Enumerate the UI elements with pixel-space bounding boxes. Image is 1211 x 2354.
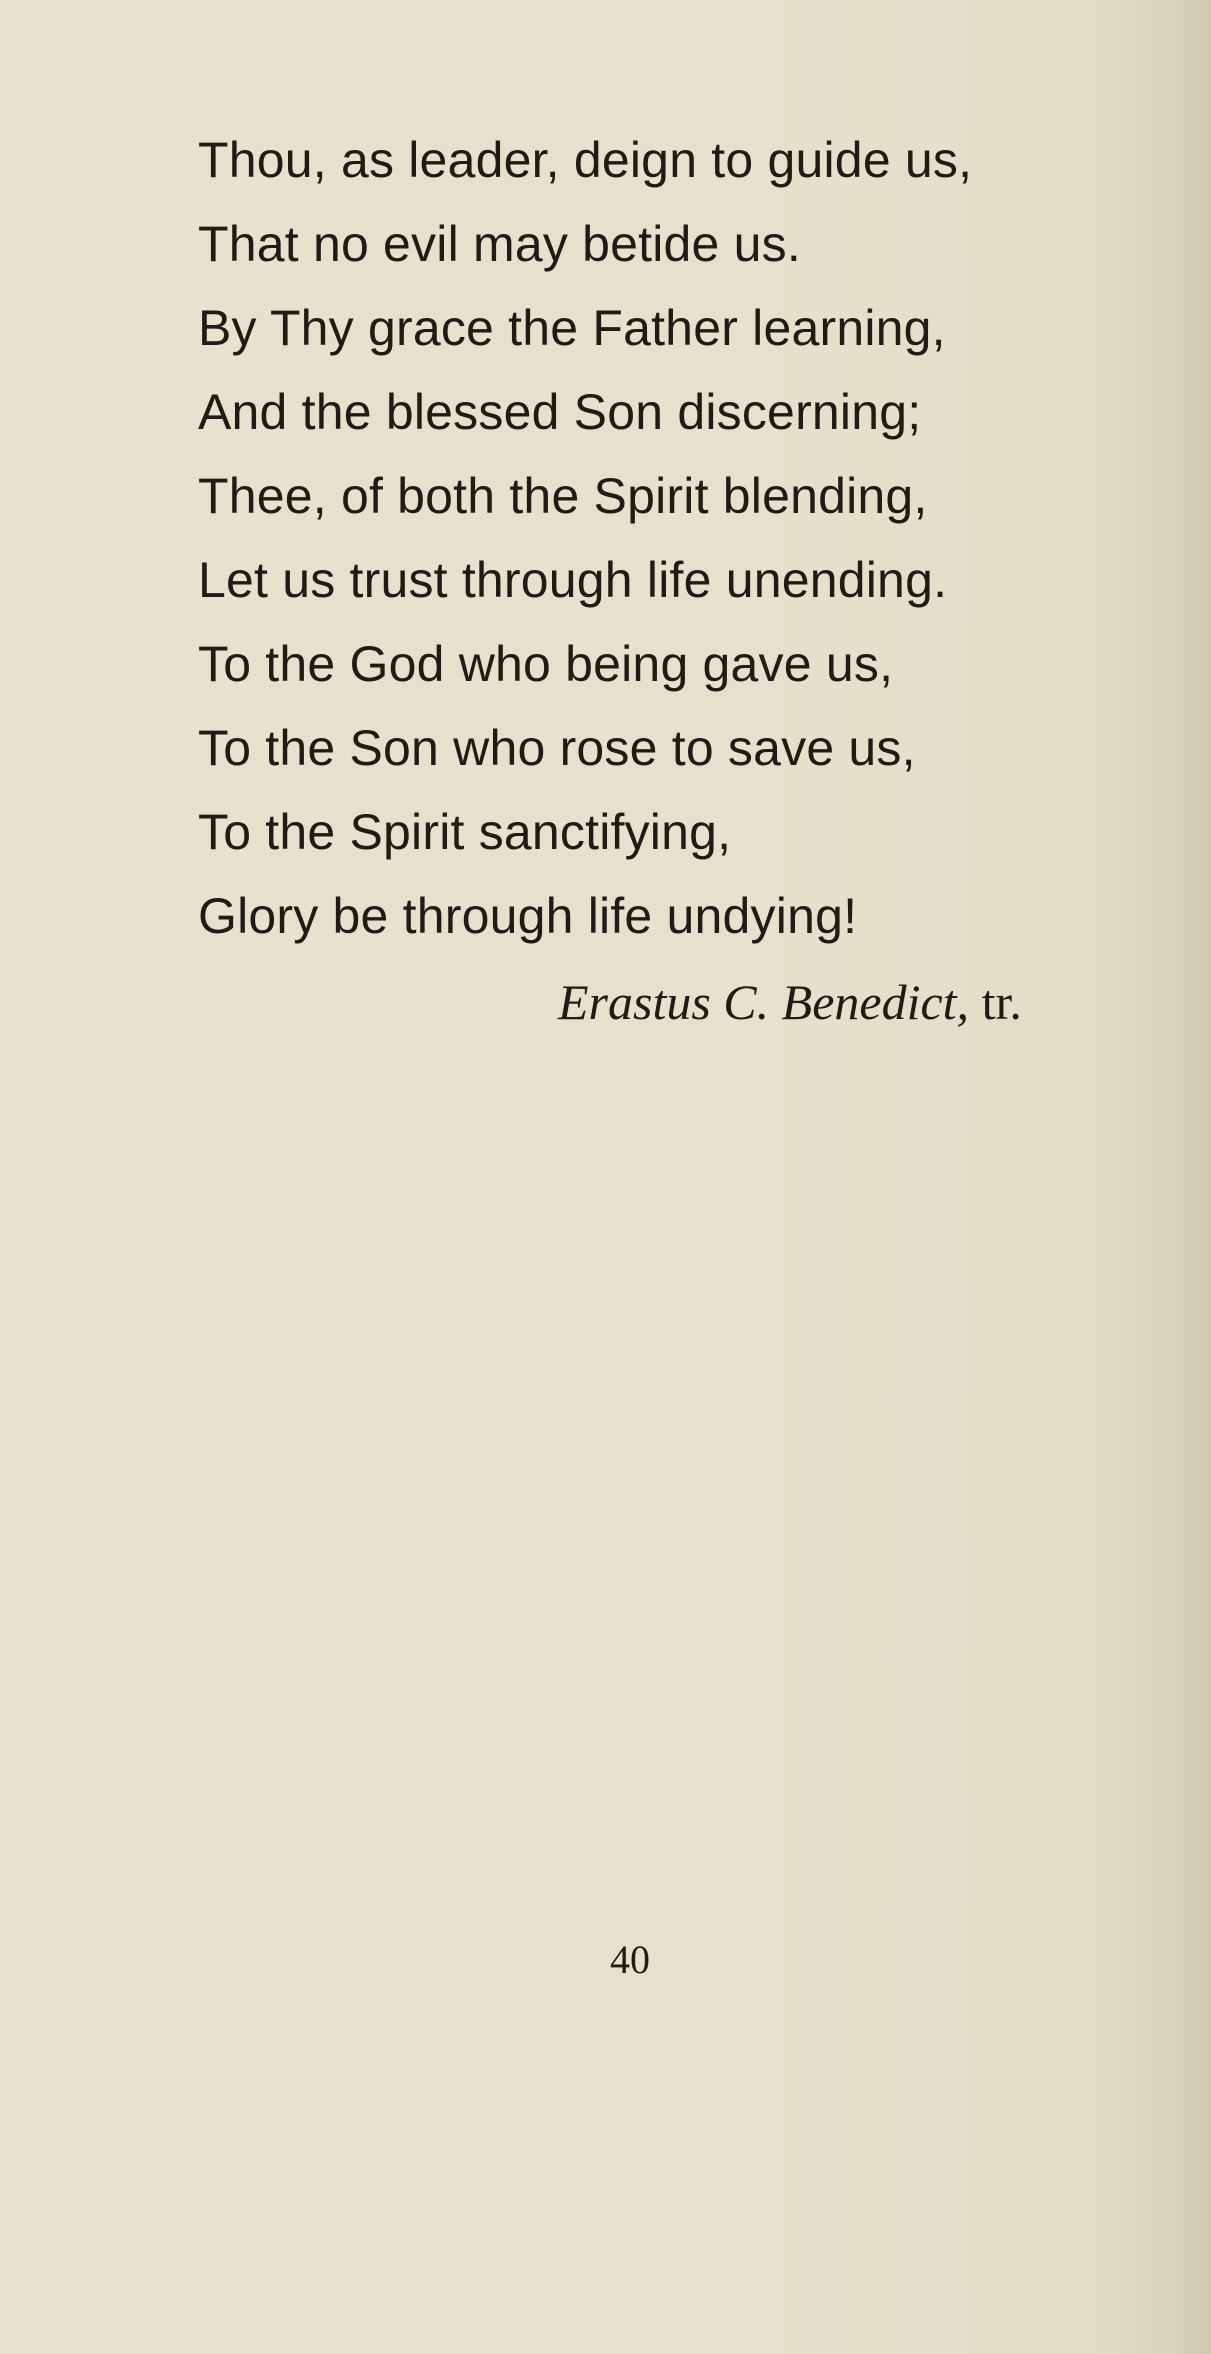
verse-line: Let us trust through life unending. (198, 552, 948, 608)
verse-line: Thee, of both the Spirit blending, (198, 468, 928, 524)
verse-line: To the Son who rose to save us, (198, 720, 916, 776)
translator-attribution (558, 970, 1022, 1034)
verse-line: Thou, as leader, deign to guide us, (198, 132, 973, 188)
verse-line: That no evil may betide us. (198, 216, 801, 272)
verse-line: By Thy grace the Father learning, (198, 300, 946, 356)
translator-name: Erastus C. Benedict, (558, 974, 970, 1030)
verse-line: And the blessed Son discerning; (198, 384, 922, 440)
verse-line: Glory be through life undying! (198, 888, 858, 944)
verse-line: To the Spirit sanctifying, (198, 804, 732, 860)
translator-suffix: tr. (969, 974, 1022, 1030)
page-number: 40 (610, 1937, 650, 1982)
hymn-verse (198, 118, 1098, 958)
verse-line: To the God who being gave us, (198, 636, 894, 692)
